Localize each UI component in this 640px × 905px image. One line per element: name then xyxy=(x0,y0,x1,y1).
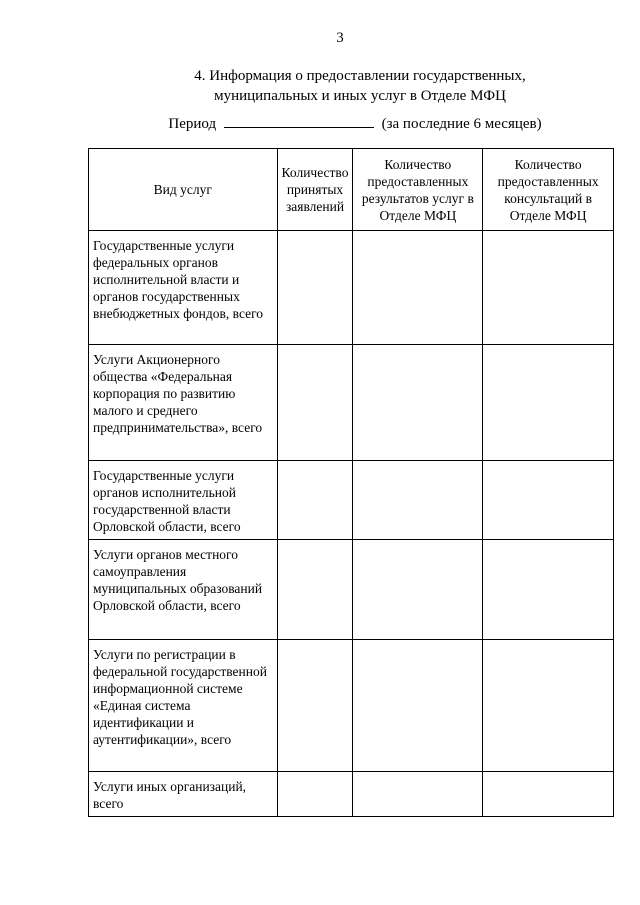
table-row xyxy=(89,345,614,461)
cell-consultations[interactable] xyxy=(483,540,614,640)
cell-consultations[interactable] xyxy=(483,640,614,772)
cell-consultations[interactable] xyxy=(483,772,614,817)
header-applications: Количество принятых заявлений xyxy=(277,149,353,231)
services-table xyxy=(88,148,614,817)
table-row xyxy=(89,640,614,772)
cell-results[interactable] xyxy=(353,461,483,540)
table-row xyxy=(89,772,614,817)
period-line xyxy=(0,114,640,133)
table-row xyxy=(89,461,614,540)
cell-applications[interactable] xyxy=(277,772,353,817)
cell-applications[interactable] xyxy=(277,461,353,540)
period-blank-field[interactable] xyxy=(224,114,374,128)
row-label: Государственные услуги органов исполнительной государственной власти Орловской области, всего xyxy=(89,461,278,540)
cell-consultations[interactable] xyxy=(483,461,614,540)
cell-applications[interactable] xyxy=(277,540,353,640)
section-title-line-1: 4. Информация о предоставлении государственных, xyxy=(194,68,526,84)
section-title xyxy=(150,66,570,106)
cell-applications[interactable] xyxy=(277,345,353,461)
header-consultations: Количество предоставленных консультаций в Отделе МФЦ xyxy=(483,149,614,231)
row-label: Услуги иных организаций, всего xyxy=(89,772,278,817)
cell-applications[interactable] xyxy=(277,640,353,772)
cell-results[interactable] xyxy=(353,772,483,817)
cell-applications[interactable] xyxy=(277,231,353,345)
row-label: Государственные услуги федеральных органов исполнительной власти и органов государственных внебюджетных фондов, всего xyxy=(89,231,278,345)
cell-consultations[interactable] xyxy=(483,345,614,461)
table-row xyxy=(89,540,614,640)
table-row xyxy=(89,231,614,345)
cell-results[interactable] xyxy=(353,540,483,640)
header-service-type: Вид услуг xyxy=(89,149,278,231)
cell-results[interactable] xyxy=(353,640,483,772)
row-label: Услуги по регистрации в федеральной государственной информационной системе «Единая система идентификации и аутентификации», всего xyxy=(89,640,278,772)
table-header-row xyxy=(89,149,614,231)
period-note: (за последние 6 месяцев) xyxy=(381,116,542,132)
header-results: Количество предоставленных результатов услуг в Отделе МФЦ xyxy=(353,149,483,231)
row-label: Услуги Акционерного общества «Федеральная корпорация по развитию малого и среднего предпринимательства», всего xyxy=(89,345,278,461)
cell-results[interactable] xyxy=(353,345,483,461)
page-number: 3 xyxy=(336,30,344,46)
cell-consultations[interactable] xyxy=(483,231,614,345)
row-label: Услуги органов местного самоуправления муниципальных образований Орловской области, всего xyxy=(89,540,278,640)
cell-results[interactable] xyxy=(353,231,483,345)
period-label: Период xyxy=(168,116,217,132)
section-title-line-2: муниципальных и иных услуг в Отделе МФЦ xyxy=(214,88,506,104)
